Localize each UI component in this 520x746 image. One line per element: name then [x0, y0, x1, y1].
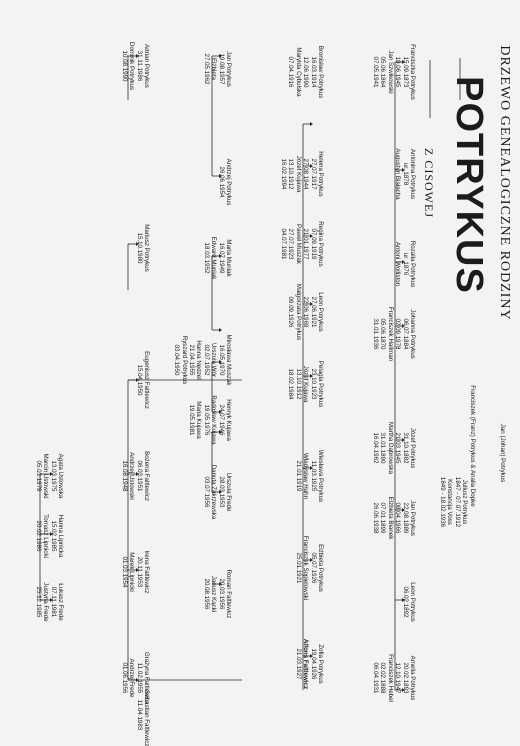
person-line: Franciszka Potrykus [409, 44, 416, 100]
person-line: 16.05.1970 [217, 344, 225, 376]
person-line: Józef Potrykus [409, 427, 416, 469]
person-line: Edward Muniak [210, 236, 218, 280]
person-c3 [394, 232, 416, 296]
person-line: Danuta Zakrzewska [210, 464, 218, 520]
person-line: Ryszard Potrykus [180, 335, 188, 385]
person-line: 05.03.1979 [34, 460, 42, 492]
person-line: Agata Ustowska [57, 453, 64, 499]
tree-title-origin: Z CISOWEJ [422, 148, 436, 218]
person-line: 11.03.1925 [309, 460, 317, 492]
person-d1 [287, 34, 324, 110]
person-line: 28.03.1953 [217, 476, 225, 508]
person-line: 22.06.1969 [302, 296, 310, 328]
person-line: 03.04.1950 [173, 344, 181, 376]
person-line: 16.02.1994 [279, 158, 287, 190]
person-line: ur. 1876 [401, 252, 409, 276]
person-line: 27.05.1962 [202, 53, 210, 85]
person-line: Dominik Potrykus [128, 41, 136, 91]
tree-title-top: DRZEWO GENEALOGICZNE RODZINY [497, 45, 512, 321]
person-c2 [394, 142, 416, 206]
person-line: Marylda Cybulska [294, 47, 302, 97]
person-e1 [202, 34, 232, 104]
person-line: Elżbieta Potrykus [317, 544, 324, 592]
person-line: Tomasz Lipnicki [42, 514, 50, 558]
person-line: 27.06.1921 [309, 296, 317, 328]
person-line: 10.08.1990 [120, 50, 128, 82]
person-line: Łukasz Frede [57, 583, 64, 621]
person-line: Hanna Lipnicka [57, 514, 64, 558]
person-root [499, 388, 506, 518]
person-line: 19.08.1957 [217, 53, 225, 85]
person-line: 21.01.1919 [294, 460, 302, 492]
person-line: 25.12.1985 [34, 586, 42, 618]
person-line: Urszula Frede [225, 472, 232, 512]
person-line: 15.10.1980 [135, 232, 143, 264]
person-line: Juliusz Potrykus [461, 479, 468, 525]
person-line: Radosław Kujawa [210, 395, 218, 445]
person-h3 [34, 570, 64, 634]
person-line: Antonina Potrykus [409, 148, 416, 200]
person-line: 07.01.1899 [379, 502, 387, 534]
person-line: Leon Potrykus [317, 292, 324, 332]
person-line: 13.10.1912 [294, 368, 302, 400]
person-line: Regina Potrykus [317, 221, 324, 267]
person-line: 19.05.1976 [202, 404, 210, 436]
person-line: 15.04.1950 [135, 364, 143, 396]
person-line: Janusz Kącki [210, 575, 218, 613]
person-line: Zofia Potrykus [317, 644, 324, 684]
person-line: 1847 - 07.07.1912 [453, 476, 461, 528]
person-line: 31.11.1986 [135, 50, 143, 82]
person-line: Wiesława Potrykus [317, 449, 324, 503]
person-line: Eugeniusz Faltlewicz [143, 351, 150, 409]
person-line: Franciszek Sopielowski [302, 535, 310, 601]
person-line: 09.09.1926 [287, 296, 295, 328]
person-line: 20.11.1953 [135, 556, 143, 588]
person-line: Andrzej Ustowski [128, 452, 136, 500]
person-line: Elżbieta Bianek [386, 496, 394, 540]
person-line: Bożena Faltlewicz [143, 451, 150, 501]
person-line: 02.09.1978 [394, 318, 402, 350]
person-line: 06.07.1884 [401, 318, 409, 350]
person-d7 [294, 530, 324, 606]
person-line: 07.09.1919 [309, 228, 317, 260]
person-line: Johanna Potrykus [409, 309, 416, 359]
person-h2 [34, 504, 64, 568]
person-line: Konstancja Voss [446, 479, 454, 525]
person-line: 27.08.1944 [302, 158, 310, 190]
person-line: Bronisław Potrykus [317, 45, 324, 99]
person-line: 22.08.1889 [401, 502, 409, 534]
person-line: 21.01.1977 [302, 228, 310, 260]
person-line: 06.02.1892 [401, 586, 409, 618]
person-line: 01.03.1954 [120, 556, 128, 588]
person-e3 [202, 226, 232, 290]
person-line: Józef Kujawa [294, 155, 302, 193]
person-f3 [135, 350, 150, 410]
person-line: 25.01.1921 [294, 552, 302, 584]
person-c1 [372, 34, 416, 110]
person-line: 20.02.1893 [401, 662, 409, 694]
person-e2 [217, 150, 232, 214]
person-line: 13.03.1975 [49, 460, 57, 492]
person-line: 02.07.1952 [202, 344, 210, 376]
person-line: 31.10.1882 [401, 432, 409, 464]
person-line: 31.01.1890 [379, 432, 387, 464]
person-line: Leon Potrykus [409, 582, 416, 622]
person-e6 [202, 462, 232, 522]
person-f5 [120, 540, 150, 604]
person-c5 [372, 410, 416, 486]
person-line: 27.07.1923 [287, 228, 295, 260]
person-line: 01.06.1956 [120, 662, 128, 694]
person-line: Małgorzata Potrykus [294, 283, 302, 341]
person-line: 07.04.1916 [287, 56, 295, 88]
person-line: Amelia Potrykus [409, 655, 416, 701]
person-d3 [280, 206, 324, 282]
person-line: 23.10.1923 [309, 368, 317, 400]
person-line: 04.07.1981 [279, 228, 287, 260]
person-f4 [120, 444, 150, 508]
person-line: 26.06.1938 [371, 502, 379, 534]
person-f7 [135, 690, 150, 746]
person-line: Helena Potrykus [317, 151, 324, 197]
person-e5 [188, 382, 232, 458]
person-line: Marcin Ustowski [42, 453, 50, 499]
person-line: 12.06.1990 [302, 56, 310, 88]
person-d5 [287, 346, 324, 422]
person-g1 [469, 336, 476, 556]
person-line: 20.02.1986 [34, 520, 42, 552]
person-line: 16.08.1948 [120, 460, 128, 492]
person-line: ur. 1878 [401, 162, 409, 186]
person-line: Mirosława Muszak [225, 334, 232, 386]
person-h1 [34, 444, 64, 508]
person-line: Adrian Potrykus [143, 44, 150, 88]
person-line: 16.04.1962 [371, 432, 379, 464]
person-line: Rozalia Potrykus [409, 240, 416, 288]
person-line: Jan Szwikowski [386, 50, 394, 94]
person-f2 [135, 220, 150, 276]
person-line: 21.03.1927 [294, 648, 302, 680]
person-line: Paweł Muszak [294, 224, 302, 264]
person-d8 [294, 626, 324, 702]
person-line: Hanna Nędzel [195, 340, 203, 380]
person-line: 10.06.1945 [394, 56, 402, 88]
person-line: Irena Faltlewicz [143, 550, 150, 594]
person-line: Franciszek Hebel [386, 654, 394, 702]
person-c8 [372, 640, 416, 716]
person-line: Justyna Frede [42, 582, 50, 622]
person-line: Andrzej Potrykus [225, 158, 232, 206]
person-line: Sebastian Faltlewicz [143, 690, 150, 746]
person-line: 15.02.1985 [49, 520, 57, 552]
person-e7 [202, 556, 232, 632]
person-line: 18.02.1984 [287, 368, 295, 400]
person-line: 07.11.1981 [49, 586, 57, 618]
person-line: Augustyn Białacha [394, 148, 402, 200]
person-line: 19.05.1981 [187, 404, 195, 436]
person-line: Jan Potrykus [409, 500, 416, 536]
person-line: 05.06.1870 [379, 318, 387, 350]
person-line: 26.06.1954 [217, 166, 225, 198]
person-line: Józef Kujawa [302, 365, 310, 403]
person-line: 06.03.1951 [135, 460, 143, 492]
person-line: Marek Lipnicki [128, 552, 136, 592]
person-line: Henryk Kujawa [225, 399, 232, 441]
person-line: Mariusz Potrykus [143, 224, 150, 272]
person-line: 20.03.1956 [217, 578, 225, 610]
person-f1 [120, 34, 150, 98]
person-line: 16.03.1914 [309, 56, 317, 88]
person-line: Andrzej Frede [128, 658, 136, 698]
person-line: 16.07.1949 [217, 242, 225, 274]
person-line: Pelagia Potrykus [317, 360, 324, 408]
person-line: 15.09.1873 [401, 56, 409, 88]
person-line: 05.06.1864 [379, 56, 387, 88]
person-line: 05.07.1926 [309, 552, 317, 584]
person-d6 [294, 438, 324, 514]
person-line: 31.01.1936 [371, 318, 379, 350]
person-line: 27.07.1917 [309, 158, 317, 190]
person-line: 11.04.1983 [135, 699, 143, 731]
person-line: 12.10.1947 [394, 662, 402, 694]
person-line: Roman Faltlewicz [225, 569, 232, 619]
person-line: 18.03.1952 [202, 242, 210, 274]
tree-title-surname: POTRYKUS [448, 76, 490, 294]
person-line: 21.04.1955 [187, 344, 195, 376]
person-line: Urszula Wór [210, 342, 218, 378]
person-line: Jan Potrykus [225, 51, 232, 87]
person-line: Maria Kujawa [195, 401, 203, 439]
person-line: Franciszek Hallman [386, 306, 394, 362]
person-g2 [438, 442, 468, 562]
person-line: Antoni Wolliston [394, 241, 402, 287]
person-line: 02.02.1888 [379, 662, 387, 694]
person-c6 [372, 480, 416, 556]
person-line: Maria Muniak [225, 239, 232, 277]
person-d2 [280, 136, 324, 212]
person-d4 [287, 274, 324, 350]
person-line: 1849 - 18.02.1936 [438, 476, 446, 528]
person-c7 [401, 570, 416, 634]
person-line: Franciszek (Franz) Potrykus & Analia Dopke [469, 385, 476, 507]
person-line: 08.04.1966 [394, 502, 402, 534]
person-line: Jan (Johan) Potrykus [499, 423, 506, 483]
person-line: 24.07.1946 [217, 404, 225, 436]
person-line: Grażyna Faltlewicz [143, 651, 150, 705]
person-line: 07.05.1941 [371, 56, 379, 88]
person-line: Martha Dąbrowska [386, 422, 394, 474]
person-line: 06.04.1931 [371, 662, 379, 694]
person-line: Władysław Hahn [302, 452, 310, 500]
person-line: Elżbieta [210, 57, 218, 80]
person-line: 13.10.1912 [287, 158, 295, 190]
person-line: 19.04.1926 [309, 648, 317, 680]
person-line: Alfons Faltlewicz [302, 638, 310, 690]
person-line: 20.08.1956 [202, 578, 210, 610]
person-c4 [372, 296, 416, 372]
person-line: 03.07.1956 [202, 476, 210, 508]
person-line: 11.02.1955 [135, 662, 143, 694]
person-line: 21.03.1945 [394, 432, 402, 464]
